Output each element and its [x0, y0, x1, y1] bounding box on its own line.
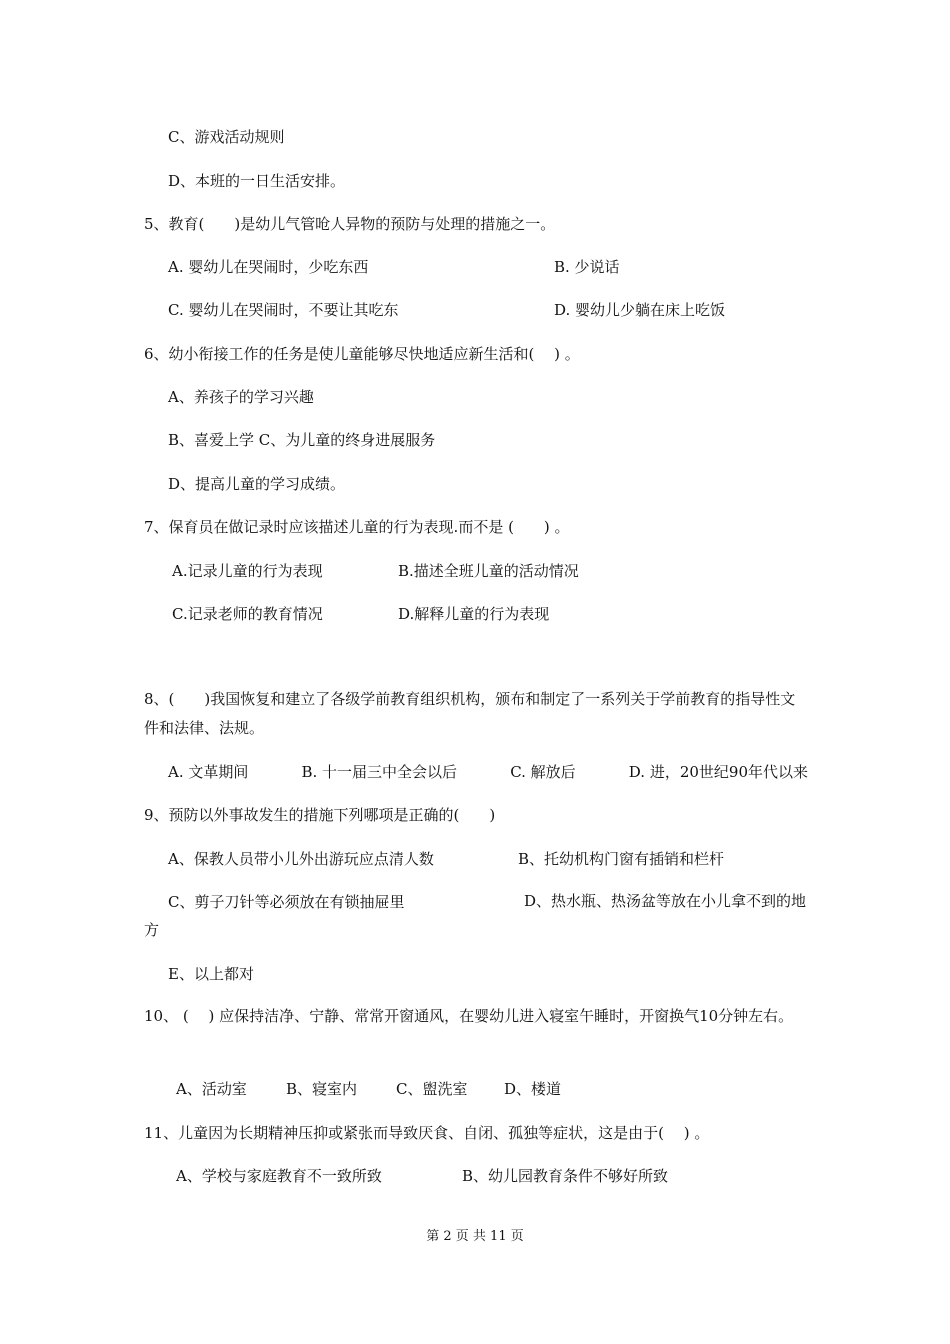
q8-option-d: D. 进，20世纪90年代以来 — [628, 763, 808, 781]
page-number: 第 2 页 共 11 页 — [426, 1229, 524, 1244]
q10-option-d: D、楼道 — [504, 1080, 562, 1098]
q8-option-c: C. 解放后 — [510, 763, 576, 781]
q5-option-a: A. 婴幼儿在哭闹时，少吃东西 — [168, 258, 369, 276]
q8-options — [168, 761, 808, 783]
q8-option-a: A. 文革期间 — [168, 763, 249, 781]
q9-stem: 9、预防以外事故发生的措施下列哪项是正确的( ) — [144, 806, 496, 824]
q10-stem: 10、 ( ) 应保持洁净、宁静、常常开窗通风，在婴幼儿进入寝室午睡时，开窗换气10分钟左右。 — [144, 1007, 794, 1025]
q7-option-d: D.解释儿童的行为表现 — [398, 605, 550, 623]
q6-option-bc: B、喜爱上学 C、为儿童的终身进展服务 — [168, 431, 436, 449]
q11-stem: 11、儿童因为长期精神压抑或紧张而导致厌食、自闭、孤独等症状，这是由于( ) 。 — [144, 1124, 710, 1142]
q8-option-b: B. 十一届三中全会以后 — [301, 763, 458, 781]
q7-option-c: C.记录老师的教育情况 — [172, 605, 323, 623]
q6-option-d: D、提高儿童的学习成绩。 — [168, 475, 346, 493]
q9-option-a: A、保教人员带小儿外出游玩应点清人数 — [168, 850, 434, 868]
q7-option-a: A.记录儿童的行为表现 — [172, 562, 323, 580]
q6-stem: 6、幼小衔接工作的任务是使儿童能够尽快地适应新生活和( ) 。 — [144, 345, 580, 363]
q5-stem: 5、教育( )是幼儿气管呛人异物的预防与处理的措施之一。 — [144, 215, 556, 233]
q7-option-b: B.描述全班儿童的活动情况 — [398, 562, 579, 580]
q10-option-c: C、盥洗室 — [396, 1080, 468, 1098]
q9-option-e: E、以上都对 — [168, 965, 254, 983]
q5-option-b: B. 少说话 — [554, 258, 620, 276]
q4-option-c: C、游戏活动规则 — [168, 128, 285, 146]
q9-option-c: C、剪子刀针等必须放在有锁抽屉里 — [168, 893, 405, 911]
q5-option-c: C. 婴幼儿在哭闹时，不要让其吃东 — [168, 301, 399, 319]
q7-stem: 7、保育员在做记录时应该描述儿童的行为表现.而不是 ( ) 。 — [144, 518, 570, 536]
q4-option-d: D、本班的一日生活安排。 — [168, 172, 346, 190]
q6-option-a: A、养孩子的学习兴趣 — [168, 388, 314, 406]
q10-option-b: B、寝室内 — [286, 1080, 358, 1098]
q11-option-b: B、幼儿园教育条件不够好所致 — [462, 1167, 669, 1185]
q5-option-d: D. 婴幼儿少躺在床上吃饭 — [554, 301, 726, 319]
q9-option-b: B、托幼机构门窗有插销和栏杆 — [518, 850, 725, 868]
q11-option-a: A、学校与家庭教育不一致所致 — [176, 1167, 382, 1185]
q8-stem: 8、( )我国恢复和建立了各级学前教育组织机构，颁布和制定了一系列关于学前教育的指导性文件和法律、法规。 — [144, 690, 796, 737]
q9-option-d: D、热水瓶、热汤盆等放在小儿拿不到的地方 — [144, 892, 807, 939]
q10-option-a: A、活动室 — [176, 1080, 247, 1098]
